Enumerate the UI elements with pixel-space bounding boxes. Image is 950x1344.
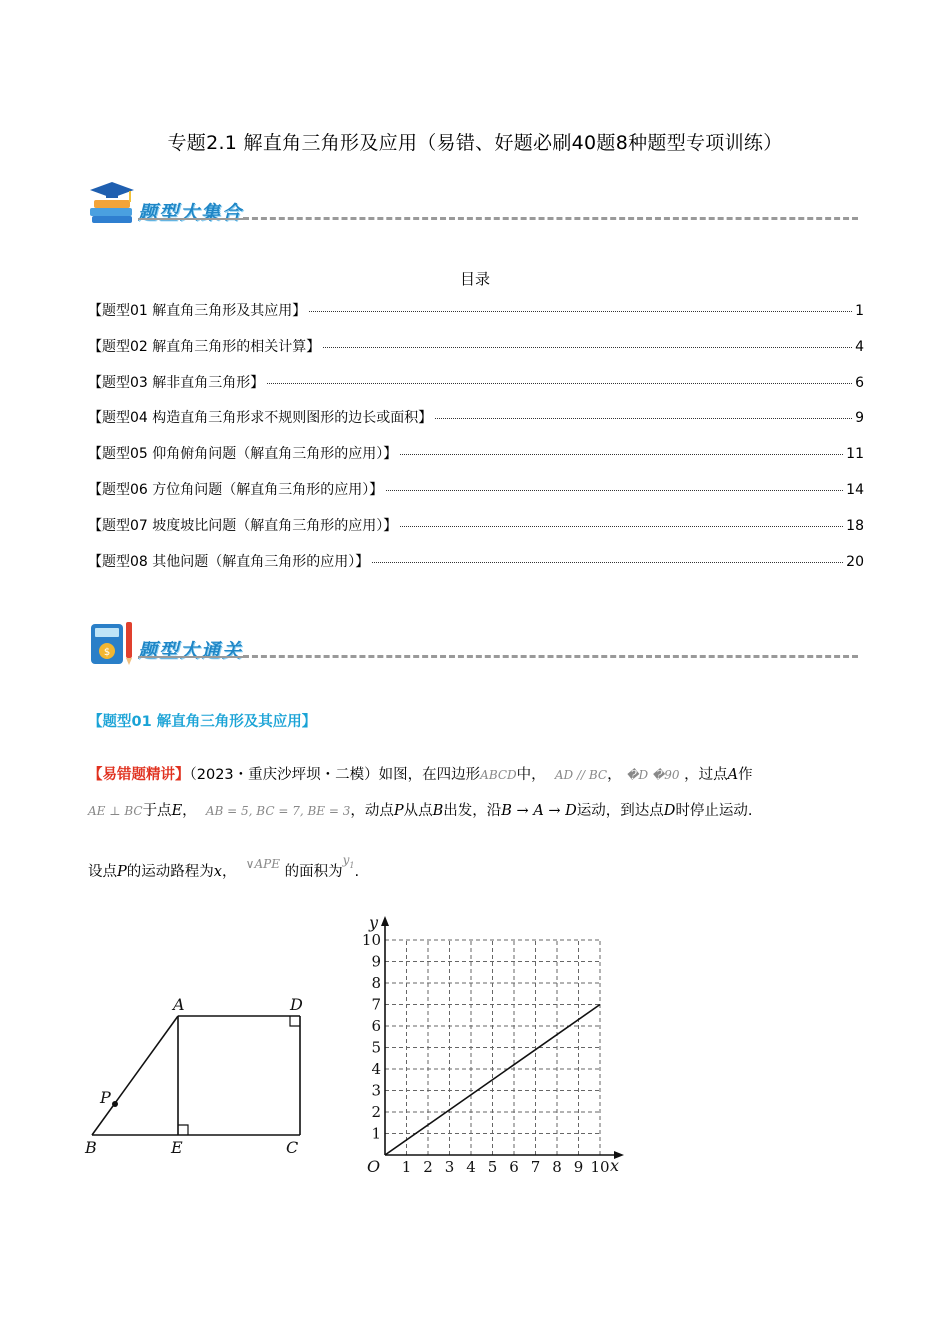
label-b: B xyxy=(85,1138,97,1157)
toc-item[interactable] xyxy=(88,551,864,587)
quadrilateral-figure xyxy=(80,990,320,1160)
toc-item[interactable] xyxy=(88,443,864,479)
toc-leader-dots xyxy=(435,418,852,419)
y-tick-label: 5 xyxy=(371,1038,381,1057)
banner-title: 题型大集合 xyxy=(138,202,244,224)
banner-title: 题型大通关 xyxy=(138,640,244,662)
toc-item-label: 【题型06 方位角问题（解直角三角形的应用）】 xyxy=(88,481,384,498)
divider xyxy=(138,656,243,658)
label-d: D xyxy=(290,995,303,1014)
toc-item[interactable] xyxy=(88,336,864,372)
x-tick-label: 1 xyxy=(401,1158,412,1176)
x-tick-label: 5 xyxy=(487,1158,498,1176)
x-axis-label: x xyxy=(610,1156,620,1175)
toc-item-label: 【题型01 解直角三角形及其应用】 xyxy=(88,303,307,319)
x-tick-label: 8 xyxy=(552,1158,562,1176)
toc-item-label: 【题型07 坡度坡比问题（解直角三角形的应用）】 xyxy=(88,517,398,534)
x-tick-label: 9 xyxy=(573,1158,584,1176)
y-tick-label: 3 xyxy=(371,1081,381,1100)
toc-item-page: 18 xyxy=(846,517,864,534)
x-tick-label: 10 xyxy=(590,1158,610,1176)
divider xyxy=(243,655,858,658)
toc-item-page: 4 xyxy=(855,338,864,355)
toc-item-label: 【题型02 解直角三角形的相关计算】 xyxy=(88,338,321,355)
x-tick-label: 6 xyxy=(509,1158,519,1176)
y-tick-label: 9 xyxy=(371,952,381,971)
x-tick-label: 4 xyxy=(466,1158,476,1176)
y-tick-label: 1 xyxy=(371,1124,381,1143)
toc-item[interactable] xyxy=(88,372,864,408)
label-e: E xyxy=(171,1138,183,1157)
origin-label: O xyxy=(367,1157,381,1176)
toc-item-label: 【题型04 构造直角三角形求不规则图形的边长或面积】 xyxy=(88,410,433,427)
y-tick-label: 2 xyxy=(371,1103,381,1121)
problem-line-3: 设点P的运动路程为x， $^{\vee APE}$ 的面积为$^y_1$. xyxy=(88,853,360,880)
y-axis-arrow xyxy=(381,916,389,926)
divider xyxy=(243,217,858,220)
x-tick-label: 7 xyxy=(530,1158,541,1176)
banner-question-practice xyxy=(88,618,858,668)
y-axis-label: y xyxy=(369,913,379,932)
toc-item-page: 1 xyxy=(855,303,864,319)
toc-item-label: 【题型05 仰角俯角问题（解直角三角形的应用）】 xyxy=(88,446,398,463)
book-cap-icon xyxy=(88,180,136,226)
table-of-contents xyxy=(88,300,864,586)
toc-item[interactable] xyxy=(88,479,864,515)
problem-line-2: AE ⊥ BC于点E， AB = 5, BC = 7, BE = 3，动点P从点B出发，沿B → A → D运动，到达点D时停止运动. xyxy=(88,803,753,819)
right-angle-mark-e xyxy=(178,1125,188,1135)
toc-heading: 目录 xyxy=(459,270,490,288)
toc-leader-dots xyxy=(323,347,852,348)
toc-leader-dots xyxy=(400,526,843,527)
y-tick-label: 10 xyxy=(361,931,381,949)
toc-item[interactable] xyxy=(88,407,864,443)
toc-item-page: 14 xyxy=(846,481,864,498)
toc-item-page: 11 xyxy=(846,446,864,463)
toc-item-page: 6 xyxy=(855,374,864,391)
section-heading: 【题型01 解直角三角形及其应用】 xyxy=(88,714,317,730)
point-p xyxy=(112,1101,118,1107)
right-angle-mark-d xyxy=(290,1016,300,1026)
toc-item-label: 【题型03 解非直角三角形】 xyxy=(88,374,265,391)
toc-item-page: 20 xyxy=(846,553,864,570)
y-tick-label: 7 xyxy=(371,995,381,1014)
calculator-icon xyxy=(88,620,136,666)
y-tick-label: 6 xyxy=(371,1017,381,1035)
divider xyxy=(138,218,243,220)
toc-leader-dots xyxy=(372,562,843,563)
toc-leader-dots xyxy=(309,311,852,312)
label-c: C xyxy=(286,1138,299,1157)
banner-question-types xyxy=(88,180,858,230)
y-tick-label: 8 xyxy=(371,974,381,992)
y-tick-label: 4 xyxy=(371,1060,381,1078)
x-tick-label: 2 xyxy=(423,1158,433,1176)
page-title: 专题2.1 解直角三角形及应用（易错、好题必刷40题8种题型专项训练） xyxy=(167,132,783,154)
toc-item-label: 【题型08 其他问题（解直角三角形的应用）】 xyxy=(88,553,370,570)
toc-item[interactable] xyxy=(88,300,864,336)
function-graph xyxy=(355,905,635,1180)
toc-leader-dots xyxy=(400,454,843,455)
toc-leader-dots xyxy=(386,490,843,491)
segment-ab xyxy=(92,1016,178,1135)
toc-item[interactable] xyxy=(88,515,864,551)
svg-text:$: $ xyxy=(103,647,111,658)
x-tick-label: 3 xyxy=(444,1158,455,1176)
problem-tag: 【易错题精讲】 xyxy=(88,767,190,783)
toc-leader-dots xyxy=(267,383,852,384)
problem-line-1: 【易错题精讲】（2023・重庆沙坪坝・二模）如图，在四边形ABCD中， AD // BC， �D �90 ，过点A作 xyxy=(88,767,753,783)
toc-item-page: 9 xyxy=(855,410,864,427)
label-p: P xyxy=(100,1088,111,1107)
label-a: A xyxy=(173,995,185,1014)
